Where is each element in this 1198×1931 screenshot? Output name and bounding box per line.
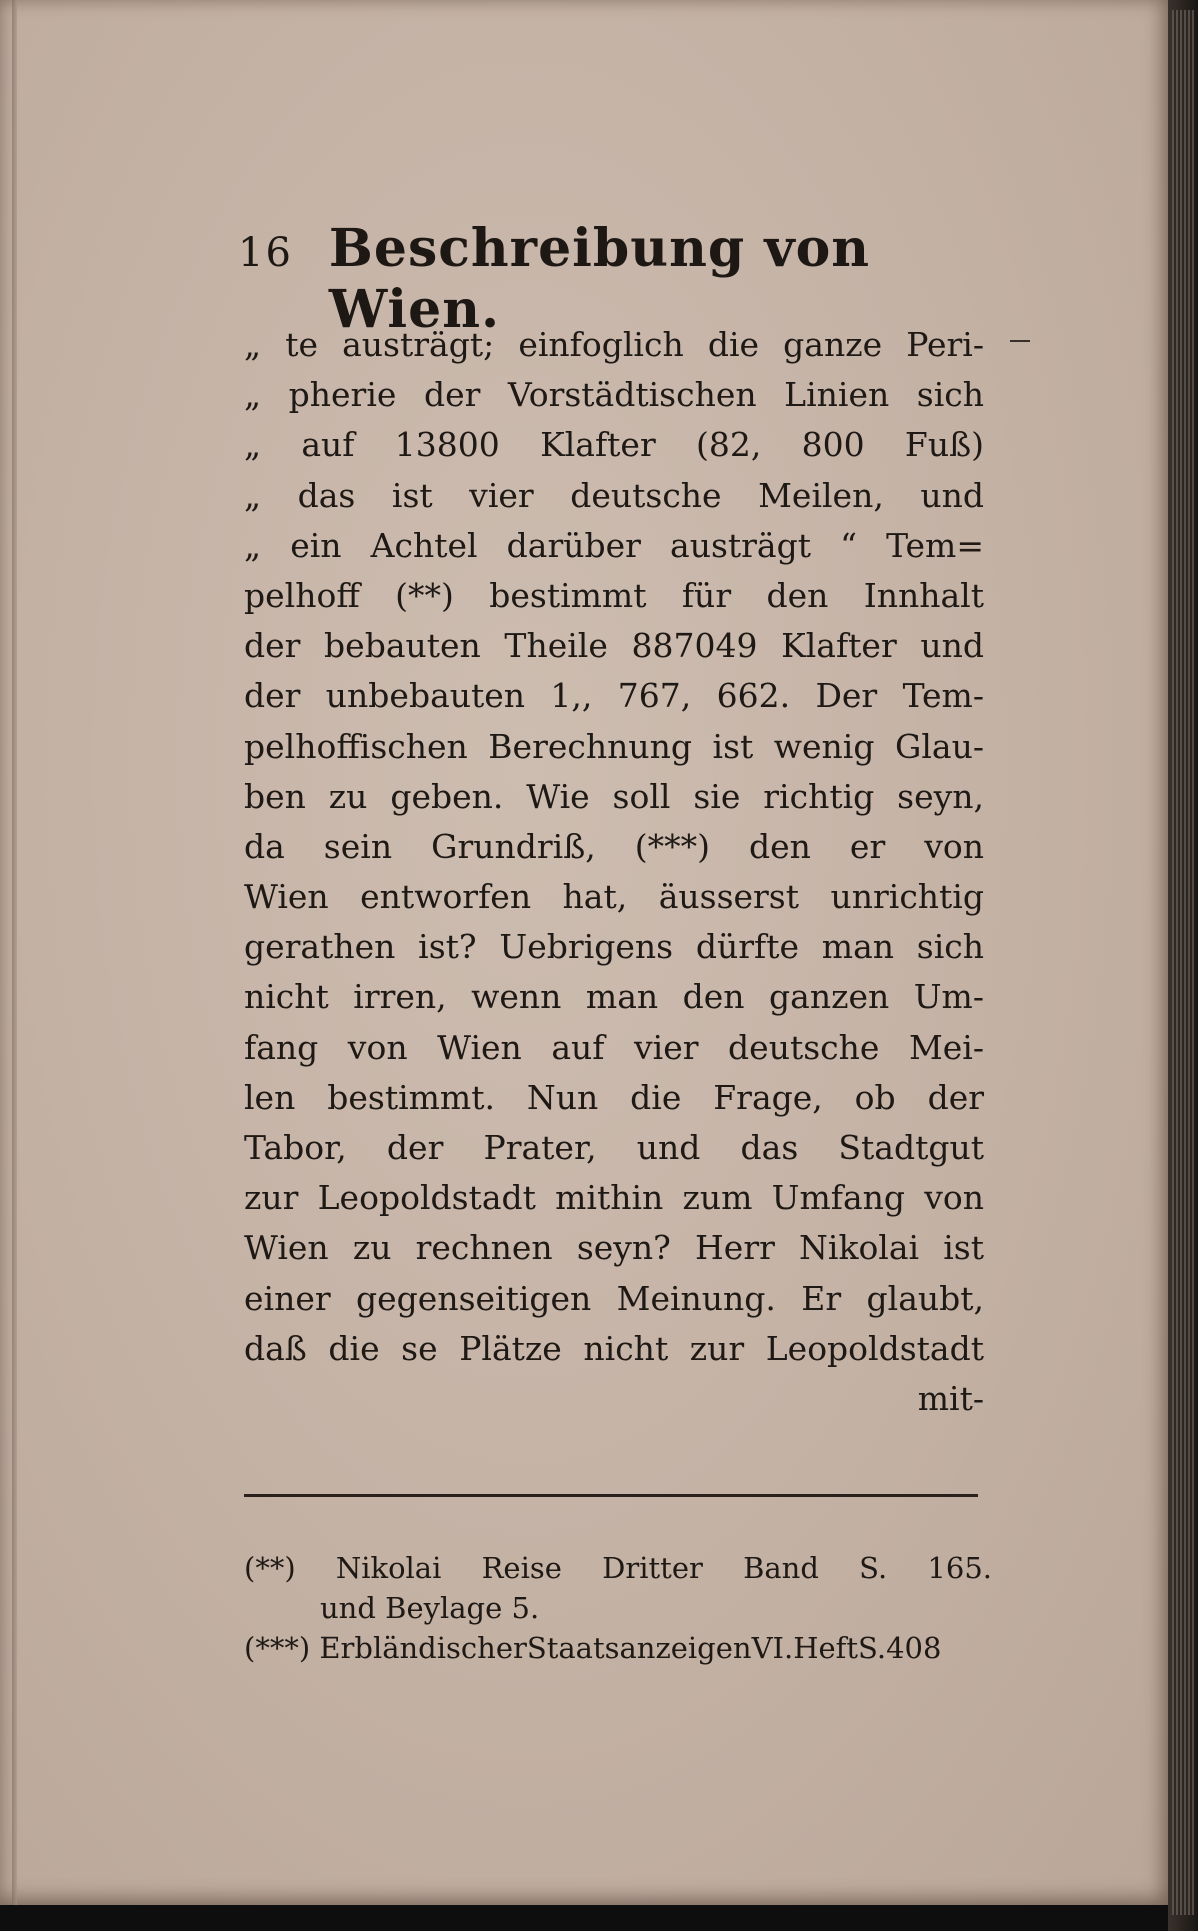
- text-line: Tabor, der Prater, und das Stadtgut: [244, 1128, 984, 1167]
- text-line: „ das ist vier deutsche Meilen, und: [244, 475, 984, 515]
- page-number: 16: [238, 230, 293, 276]
- scan-border: [0, 1905, 1168, 1931]
- main-text: [244, 320, 984, 1424]
- text-line: „ pherie der Vorstädtischen Linien sich: [244, 375, 984, 415]
- text-line: der unbebauten 1,, 767, 662. Der Tem-: [244, 676, 984, 716]
- text-line: „ te austrägt; einfoglich die ganze Peri-: [244, 325, 984, 364]
- page-header: [238, 218, 978, 340]
- text-line: ben zu geben. Wie soll sie richtig seyn,: [244, 776, 984, 816]
- text-line: nicht irren, wenn man den ganzen Um-: [244, 977, 984, 1017]
- text-line: Wien zu rechnen seyn? Herr Nikolai ist: [244, 1228, 984, 1268]
- footnotes: [244, 1548, 992, 1668]
- text-line: „ auf 13800 Klafter (82, 800 Fuß): [244, 425, 984, 465]
- text-line: pelhoff (**) bestimmt für den Innhalt: [244, 575, 984, 615]
- running-title: Beschreibung von Wien.: [328, 218, 871, 340]
- text-line: einer gegenseitigen Meinung. Er glaubt,: [244, 1278, 984, 1318]
- footnote-line: (***) ErbländischerStaatsanzeigenVI.HeftS.408: [244, 1631, 942, 1665]
- page-edges: [1172, 10, 1194, 1915]
- text-line: gerathen ist? Uebrigens dürfte man sich: [244, 927, 984, 967]
- text-line: daß die se Plätze nicht zur Leopoldstadt: [244, 1328, 984, 1368]
- text-line: zur Leopoldstadt mithin zum Umfang von: [244, 1178, 984, 1218]
- footnote-line: und Beylage 5.: [320, 1591, 540, 1625]
- page-gutter: [12, 0, 17, 1905]
- footnote-rule: [244, 1494, 978, 1497]
- text-line: pelhoffischen Berechnung ist wenig Glau-: [244, 726, 984, 766]
- text-line: „ ein Achtel darüber austrägt “ Tem=: [244, 525, 984, 565]
- text-line: der bebauten Theile 887049 Klafter und: [244, 626, 984, 666]
- book-edge: [1168, 0, 1198, 1931]
- catchword: mit-: [917, 1378, 984, 1418]
- text-line: fang von Wien auf vier deutsche Mei-: [244, 1027, 984, 1067]
- margin-mark: [1010, 340, 1030, 342]
- footnote-line: (**) Nikolai Reise Dritter Band S. 165.: [244, 1551, 992, 1585]
- text-line: len bestimmt. Nun die Frage, ob der: [244, 1077, 984, 1117]
- text-line: da sein Grundriß, (***) den er von: [244, 826, 984, 866]
- text-line: Wien entworfen hat, äusserst unrichtig: [244, 877, 984, 917]
